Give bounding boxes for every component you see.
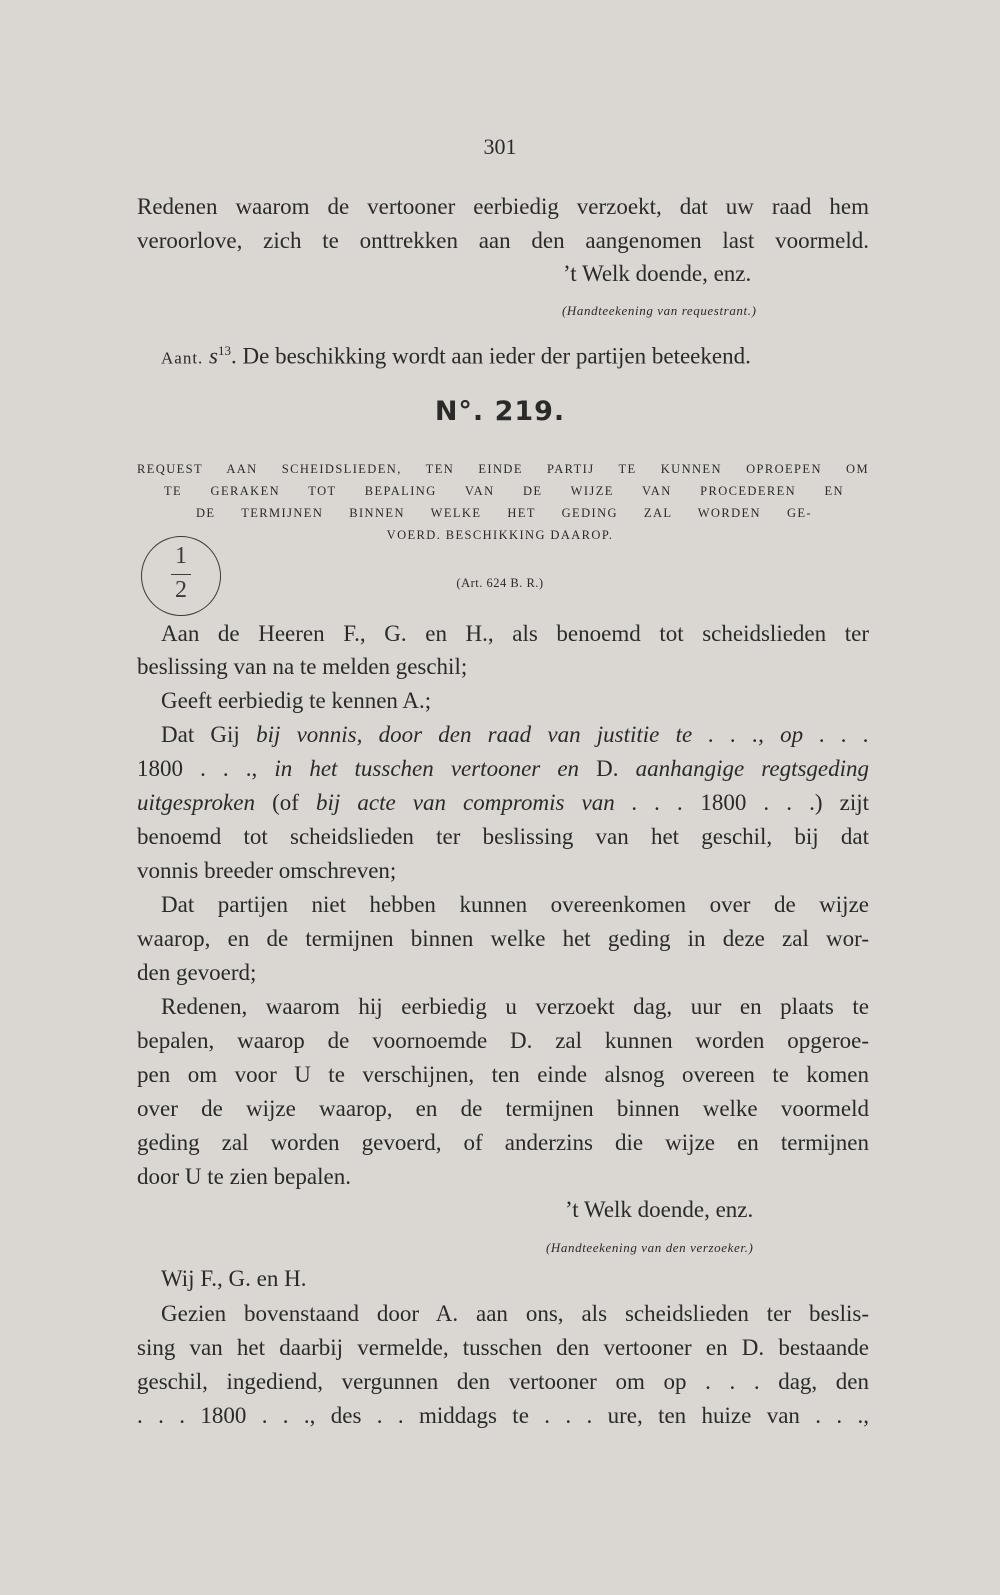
article-reference: (Art. 624 B. R.): [456, 576, 544, 590]
body-line-3: Geeft eerbiedig te kennen A.;: [161, 688, 432, 713]
body-line-4: [161, 721, 869, 749]
intro-signature: (Handteekening van requestrant.): [562, 303, 757, 318]
body-line-14: pen om voor U te verschijnen, ten einde alsnog overeen te komen: [137, 1062, 869, 1087]
annotation-label: Aant.: [161, 348, 204, 368]
body-line-6-c: bij acte van compromis van . . .: [315, 790, 684, 815]
body-line-4-a: Dat Gij: [161, 722, 240, 747]
stamp-denominator: 2: [175, 577, 187, 603]
body-line-10: waarop, en de termijnen binnen welke het geding in deze zal wor-: [137, 926, 869, 951]
stamp-numerator: 1: [175, 543, 187, 569]
body-line-6-a: uitgesproken: [137, 790, 255, 815]
body-line-5-c: D.: [596, 756, 619, 781]
body-line-5: [137, 755, 869, 783]
decision-line-5: . . . 1800 . . ., des . . middags te . . . ure, ten huize van . . .,: [137, 1403, 869, 1428]
section-title-line-2: TE GERAKEN TOT BEPALING VAN DE WIJZE VAN PROCEDEREN EN: [164, 484, 844, 498]
body-line-2: beslissing van na te melden geschil;: [137, 654, 468, 679]
page-number: 301: [483, 134, 517, 159]
body-line-6-b: (of: [272, 790, 299, 815]
section-heading: N°. 219.: [434, 396, 566, 427]
body-line-5-a: 1800 . . .,: [137, 756, 258, 781]
body-line-5-d: aanhangige regtsgeding: [635, 756, 870, 781]
decision-line-1: Wij F., G. en H.: [161, 1266, 307, 1291]
annotation-line: [161, 337, 751, 373]
decision-line-2: Gezien bovenstaand door A. aan ons, als scheidslieden ter beslis-: [161, 1301, 869, 1326]
body-line-5-b: in het tusschen vertooner en: [274, 756, 580, 781]
body-line-17: door U te zien bepalen.: [137, 1164, 351, 1189]
annotation-text: . De beschikking wordt aan ieder der partijen beteekend.: [231, 343, 751, 369]
body-line-9: Dat partijen niet hebben kunnen overeenkomen over de wijze: [161, 892, 869, 917]
body-line-4-b: bij vonnis, door den raad van justitie te . . ., op . . .: [256, 722, 870, 747]
body-line-6: [137, 789, 869, 817]
body-line-6-d: 1800 . . .) zijt: [700, 790, 869, 815]
body-line-8: vonnis breeder omschreven;: [137, 858, 397, 883]
section-title-line-1: REQUEST AAN SCHEIDSLIEDEN, TEN EINDE PARTIJ TE KUNNEN OPROEPEN OM: [137, 462, 869, 476]
decision-line-3: sing van het daarbij vermelde, tusschen den vertooner en D. bestaande: [137, 1335, 869, 1360]
annotation-ref-sup: 13: [218, 343, 231, 358]
body-line-13: bepalen, waarop de voornoemde D. zal kunnen worden opgeroe-: [137, 1028, 869, 1053]
intro-line-2: veroorlove, zich te onttrekken aan den aangenomen last voormeld.: [137, 228, 869, 253]
body-line-16: geding zal worden gevoerd, of anderzins die wijze en termijnen: [137, 1130, 869, 1155]
body-line-7: benoemd tot scheidslieden ter beslissing van het geschil, bij dat: [137, 824, 869, 849]
section-title-line-3: DE TERMIJNEN BINNEN WELKE HET GEDING ZAL WORDEN GE-: [196, 506, 812, 520]
body-line-15: over de wijze waarop, en de termijnen binnen welke voormeld: [137, 1096, 869, 1121]
body-line-11: den gevoerd;: [137, 960, 257, 985]
decision-line-4: geschil, ingediend, vergunnen den vertooner om op . . . dag, den: [137, 1369, 869, 1394]
body-signature: (Handteekening van den verzoeker.): [546, 1240, 754, 1255]
annotation-ref: s: [209, 343, 218, 369]
body-line-1: Aan de Heeren F., G. en H., als benoemd tot scheidslieden ter: [161, 621, 869, 646]
section-title-line-4: VOERD. BESCHIKKING DAAROP.: [386, 528, 614, 542]
fraction-stamp: [141, 536, 221, 616]
stamp-fraction-bar: [171, 574, 191, 575]
body-line-12: Redenen, waarom hij eerbiedig u verzoekt dag, uur en plaats te: [161, 994, 869, 1019]
intro-line-1: Redenen waarom de vertooner eerbiedig verzoekt, dat uw raad hem: [137, 194, 869, 219]
intro-closing: ’t Welk doende, enz.: [563, 261, 752, 286]
body-closing: ’t Welk doende, enz.: [565, 1197, 754, 1222]
